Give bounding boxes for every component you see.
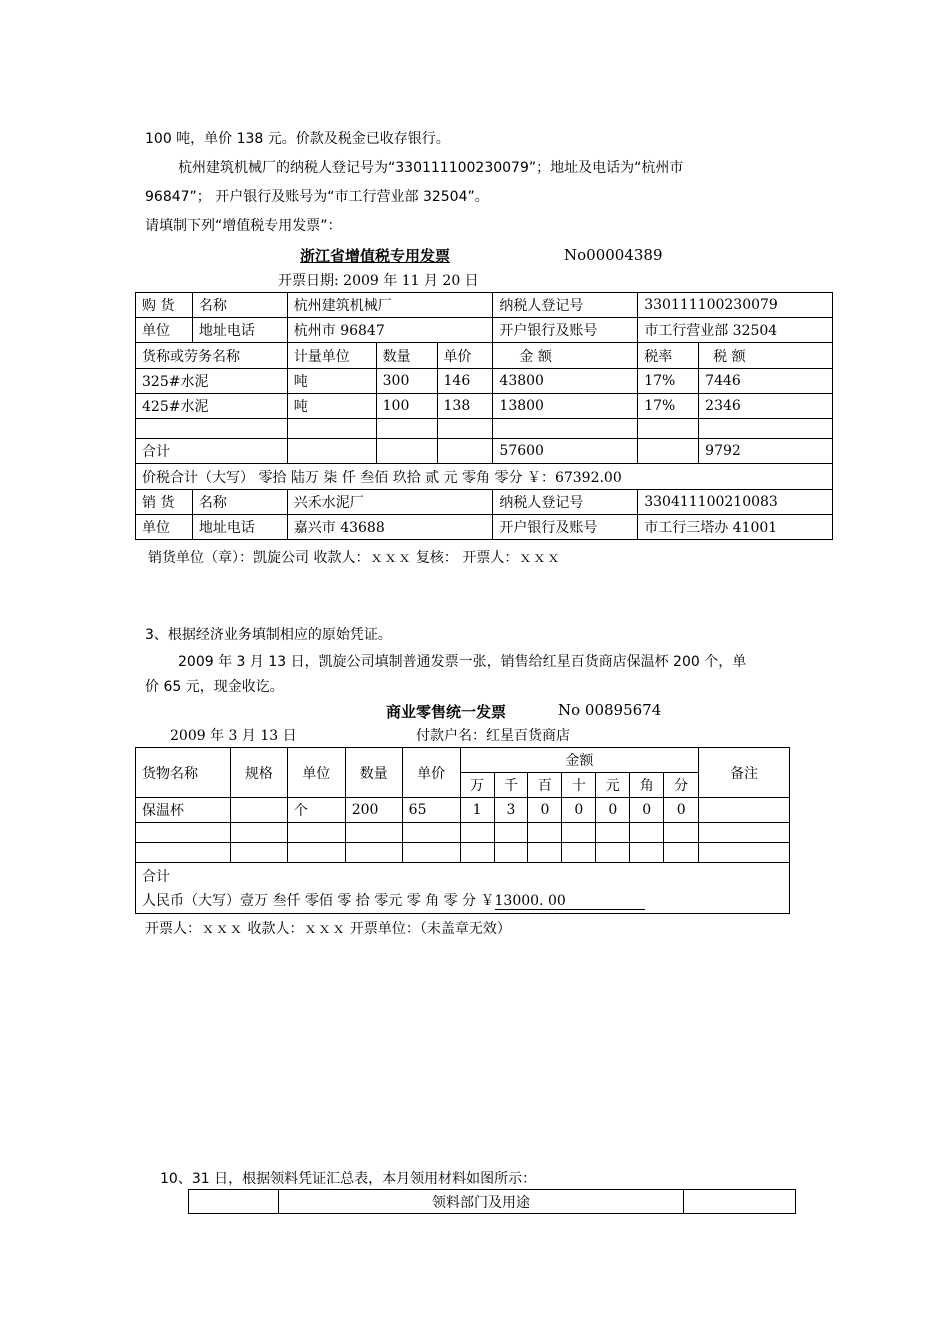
digit-jiao: 角 xyxy=(630,773,664,798)
header-tax: 税 额 xyxy=(699,343,833,369)
goods-qty: 100 xyxy=(376,394,437,419)
vat-invoice-table xyxy=(135,292,833,540)
total-row xyxy=(136,439,833,464)
header-price: 单价 xyxy=(402,748,460,798)
goods-rate: 17% xyxy=(638,394,699,419)
buyer-addr: 杭州市 96847 xyxy=(287,318,493,343)
vat-invoice-date: 开票日期: 2009 年 11 月 20 日 xyxy=(278,273,479,289)
total-tax: 9792 xyxy=(699,439,833,464)
total-amount: 57600 xyxy=(493,439,638,464)
section3-para-2: 价 65 元，现金收讫。 xyxy=(145,679,284,695)
goods-tax: 7446 xyxy=(699,369,833,394)
seller-label-unit: 单位 xyxy=(136,515,193,540)
retail-invoice-date: 2009 年 3 月 13 日 xyxy=(170,728,297,744)
section10-heading: 10、31 日，根据领料凭证汇总表，本月领用材料如图所示： xyxy=(160,1171,537,1187)
amount-digit: 0 xyxy=(596,798,630,823)
addr-label: 地址电话 xyxy=(192,318,287,343)
goods-unit: 吨 xyxy=(287,394,376,419)
buyer-row-1 xyxy=(136,293,833,318)
amount-digit: 0 xyxy=(562,798,596,823)
amount-digit: 0 xyxy=(630,798,664,823)
goods-name: 保温杯 xyxy=(136,798,231,823)
goods-qty: 300 xyxy=(376,369,437,394)
amount-digit: 3 xyxy=(494,798,528,823)
goods-price: 65 xyxy=(402,798,460,823)
empty-row xyxy=(136,843,790,863)
header-price: 单价 xyxy=(437,343,493,369)
goods-name: 425#水泥 xyxy=(136,394,288,419)
bank-label: 开户银行及账号 xyxy=(493,318,638,343)
bank-label: 开户银行及账号 xyxy=(493,515,638,540)
header-qty: 数量 xyxy=(345,748,402,798)
grand-total-line: 价税合计（大写） 零拾 陆万 柒 仟 叁佰 玖拾 贰 元 零角 零分 ￥：67392.00 xyxy=(136,464,833,490)
amount-digit: 0 xyxy=(664,798,699,823)
retail-goods-row xyxy=(136,798,790,823)
name-label: 名称 xyxy=(192,293,287,318)
section3-heading: 3、根据经济业务填制相应的原始凭证。 xyxy=(145,627,392,643)
intro-line-1: 100 吨，单价 138 元。价款及税金已收存银行。 xyxy=(145,131,450,147)
buyer-taxid: 330111100230079 xyxy=(638,293,833,318)
goods-row xyxy=(136,369,833,394)
header-amount: 金 额 xyxy=(493,343,638,369)
vat-invoice-number: No00004389 xyxy=(564,246,663,264)
goods-rate: 17% xyxy=(638,369,699,394)
total-label: 合计 xyxy=(136,439,288,464)
digit-wan: 万 xyxy=(460,773,494,798)
empty-row xyxy=(136,419,833,439)
rmb-line xyxy=(142,889,783,913)
header-unit: 计量单位 xyxy=(287,343,376,369)
taxid-label: 纳税人登记号 xyxy=(493,490,638,515)
amount-digit: 0 xyxy=(528,798,562,823)
goods-header-row xyxy=(136,343,833,369)
goods-amount: 43800 xyxy=(493,369,638,394)
buyer-bank: 市工行营业部 32504 xyxy=(638,318,833,343)
intro-line-4: 请填制下列“增值税专用发票”： xyxy=(145,218,342,234)
seller-taxid: 330411100210083 xyxy=(638,490,833,515)
seller-addr: 嘉兴市 43688 xyxy=(287,515,493,540)
header-qty: 数量 xyxy=(376,343,437,369)
retail-invoice-title: 商业零售统一发票 xyxy=(386,703,507,721)
retail-total-row xyxy=(136,863,790,914)
taxid-label: 纳税人登记号 xyxy=(493,293,638,318)
goods-price: 138 xyxy=(437,394,493,419)
retail-invoice-number: No 00895674 xyxy=(558,701,662,719)
header-amount: 金额 xyxy=(460,748,699,773)
buyer-name: 杭州建筑机械厂 xyxy=(287,293,493,318)
digit-yuan: 元 xyxy=(596,773,630,798)
seller-name: 兴禾水泥厂 xyxy=(287,490,493,515)
grand-total-row xyxy=(136,464,833,490)
header-rate: 税率 xyxy=(638,343,699,369)
material-header: 领料部门及用途 xyxy=(278,1190,683,1214)
rmb-text: 人民币（大写）壹万 叁仟 零佰 零 拾 零元 零 角 零 分 ￥ xyxy=(142,893,495,909)
buyer-label-unit: 单位 xyxy=(136,318,193,343)
header-unit: 单位 xyxy=(287,748,345,798)
goods-unit: 吨 xyxy=(287,369,376,394)
amount-digit: 1 xyxy=(460,798,494,823)
seller-bank: 市工行三塔办 41001 xyxy=(638,515,833,540)
header-goods: 货称或劳务名称 xyxy=(136,343,288,369)
buyer-label: 购 货 xyxy=(136,293,193,318)
digit-qian: 千 xyxy=(494,773,528,798)
digit-fen: 分 xyxy=(664,773,699,798)
seller-row-2 xyxy=(136,515,833,540)
header-spec: 规格 xyxy=(230,748,287,798)
section3-para-1: 2009 年 3 月 13 日，凯旋公司填制普通发票一张，销售给红星百货商店保温杯 200 个，单 xyxy=(178,654,747,670)
digit-bai: 百 xyxy=(528,773,562,798)
header-note: 备注 xyxy=(699,748,790,798)
vat-invoice-title: 浙江省增值税专用发票 xyxy=(300,247,451,265)
goods-unit: 个 xyxy=(287,798,345,823)
goods-qty: 200 xyxy=(345,798,402,823)
retail-invoice-footer: 开票人：ｘｘｘ 收款人：ｘｘｘ 开票单位：（未盖章无效） xyxy=(145,921,511,937)
total-label: 合计 xyxy=(142,869,170,885)
intro-line-3: 96847”； 开户银行及账号为“市工行营业部 32504”。 xyxy=(145,189,489,205)
name-label: 名称 xyxy=(192,490,287,515)
goods-amount: 13800 xyxy=(493,394,638,419)
retail-header-row-1 xyxy=(136,748,790,773)
goods-row xyxy=(136,394,833,419)
addr-label: 地址电话 xyxy=(192,515,287,540)
goods-tax: 2346 xyxy=(699,394,833,419)
seller-row-1 xyxy=(136,490,833,515)
empty-row xyxy=(136,823,790,843)
retail-invoice-payer: 付款户名：红星百货商店 xyxy=(416,728,570,744)
material-table xyxy=(188,1189,796,1214)
goods-name: 325#水泥 xyxy=(136,369,288,394)
material-header-row xyxy=(189,1190,796,1214)
digit-shi: 十 xyxy=(562,773,596,798)
vat-invoice-footer: 销货单位（章）：凯旋公司 收款人：ｘｘｘ 复核： 开票人：ｘｘｘ xyxy=(148,550,561,566)
buyer-row-2 xyxy=(136,318,833,343)
rmb-amount: 13000. 00 xyxy=(495,893,645,910)
seller-label: 销 货 xyxy=(136,490,193,515)
retail-invoice-table xyxy=(135,747,790,914)
goods-price: 146 xyxy=(437,369,493,394)
intro-line-2: 杭州建筑机械厂的纳税人登记号为“330111100230079”；地址及电话为“杭州市 xyxy=(178,160,684,176)
header-goods: 货物名称 xyxy=(136,748,231,798)
goods-spec xyxy=(230,798,287,823)
